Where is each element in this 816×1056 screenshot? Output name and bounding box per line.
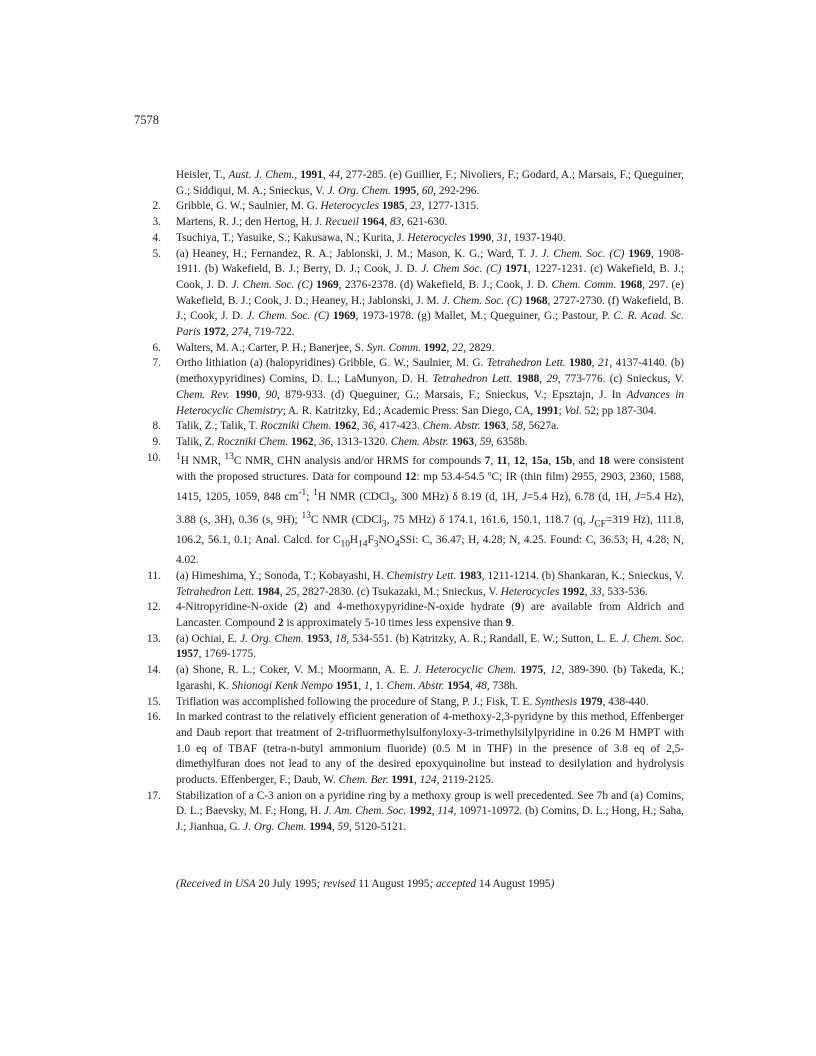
reference-item [137, 341, 684, 357]
reference-item [137, 199, 684, 215]
reference-number: 12. [146, 601, 161, 614]
received-label: Received in USA [179, 878, 256, 890]
reference-number: 16. [146, 711, 161, 724]
reference-item [137, 663, 684, 694]
reference-text: In marked contrast to the relatively efficient generation of 4-methoxy-2,3-pyridyne by this method, Effenberger and Daub report that treatment of 2-trifluormethylsulfonyloxy-3-trimethylsilylpyridine in 0.26 M HMPT with 1.0 eq of TBAF (tetra-n-butyl ammonium fluoride) (0.5 M in THF) in the presence of 3.8 eq of 2,5-dimethylfuran does not lead to any of the desired epoxyquinoline but instead to desilylation and hydrolysis products. Effenberger, F.; Daub, W. Chem. Ber. 1991, 124, 2119-2125. [176, 711, 684, 787]
accepted-label: accepted [436, 878, 477, 890]
reference-item [137, 695, 684, 711]
reference-text: Tsuchiya, T.; Yasuike, S.; Kakusawa, N.; Kurita, J. Heterocycles 1990, 31, 1937-1940. [176, 231, 566, 244]
reference-text: Ortho lithiation (a) (halopyridines) Gribble, G. W.; Saulnier, M. G. Tetrahedron Lett. 1980, 21, 4137-4140. (b) (methoxypyridines) Comins, D. L.; LaMunyon, D. H. Tetrahedron Lett. 1988, 29, 773-776. (c) Snieckus, V. Chem. Rev. 1990, 90, 879-933. (d) Queguiner, G.; Marsais, F.; Snieckus, V.; Epsztajn, J. In Advances in Heterocyclic Chemistry; A. R. Katritzky, Ed.; Academic Press: San Diego, CA, 1991; Vol. 52; pp 187-304. [176, 357, 685, 417]
reference-text: Talik, Z.; Talik, T. Roczniki Chem. 1962, 36, 417-423. Chem. Abstr. 1963, 58, 5627a. [176, 420, 559, 433]
reference-number: 5. [152, 247, 161, 260]
reference-text: (a) Himeshima, Y.; Sonoda, T.; Kobayashi, H. Chemistry Lett. 1983, 1211-1214. (b) Shankaran, K.; Snieckus, V. Tetrahedron Lett. 1984, 25, 2827-2830. (c) Tsukazaki, M.; Snieckus, V. Heterocycles 1992, 33, 533-536. [176, 569, 684, 598]
reference-item [137, 168, 684, 199]
reference-number: 15. [146, 695, 161, 708]
reference-item [137, 435, 684, 451]
reference-number: 10. [146, 451, 161, 464]
reference-number: 13. [146, 632, 161, 645]
reference-number: 11. [147, 569, 161, 582]
reference-item [137, 789, 684, 836]
reference-text: $^1$H NMR, $^{13}$C NMR, CHN analysis and/or HRMS for compounds 7, 11, 12, 15a, 15b, and 18 were consistent with the proposed structures. Data for compound 12: mp 53.4-54.5 ºC; IR (thin film) 2955, 2903, 2360, 1588, 1415, 1205, 1059, 848 $cm^{-1}$; $^1$H NMR (CDCl$_3$, 300 MHz) δ 8.19 (d, 1H, J=5.4 Hz), 6.78 (d, 1H, J=5.4 Hz), 3.88 (s, 3H), 0.36 (s, 9H); $^{13}$C NMR (CDCl$_3$, 75 MHz) δ 174.1, 161.6, 150.1, 118.7 (q, $J_{CF}=319$ Hz), 111.8, 106.2, 56.1, 0.1; Anal. Calcd. for $C_{10}H_{14}F_3NO_4SSi$: C, 36.47; H, 4.28; N, 4.25. Found: C, 36.53; H, 4.28; N, 4.02. [176, 452, 685, 567]
page-number: 7578 [134, 113, 159, 127]
reference-text: Triflation was accomplished following the procedure of Stang, P. J.; Fisk, T. E. Synthesis 1979, 438-440. [176, 695, 649, 708]
reference-item [137, 247, 684, 341]
reference-item [137, 569, 684, 600]
received-line: (Received in USA 20 July 1995; revised 11 August 1995; accepted 14 August 1995) [176, 878, 555, 890]
reference-text: (a) Shone, R. L.; Coker, V. M.; Moormann, A. E. J. Heterocyclic Chem. 1975, 12, 389-390. (b) Takeda, K.; Igarashi, K. Shionogi Kenk Nempo 1951, 1, 1. Chem. Abstr. 1954, 48, 738h. [176, 664, 685, 692]
reference-item [137, 419, 684, 435]
reference-number: 2. [152, 200, 161, 213]
reference-text: (a) Heaney, H.; Fernandez, R. A.; Jablonski, J. M.; Mason, K. G.; Ward, T. J. J. Chem. Soc. (C) 1969, 1908-1911. (b) Wakefield, B. J.; Berry, D. J.; Cook, J. D. J. Chem Soc. (C) 1971, 1227-1231. (c) Wakefield, B. J.; Cook, J. D. J. Chem. Soc. (C) 1969, 2376-2378. (d) Wakefield, B. J.; Cook, J. D. Chem. Comm. 1968, 297. (e) Wakefield, B. J.; Cook, J. D.; Heaney, H.; Jablonski, J. M. J. Chem. Soc. (C) 1968, 2727-2730. (f) Wakefield, B. J.; Cook, J. D. J. Chem. Soc. (C) 1969, 1973-1978. (g) Mallet, M.; Queguiner, G.; Pastour, P. C. R. Acad. Sc. Paris 1972, 274, 719-722. [176, 247, 685, 339]
received-date: 20 July 1995 [258, 878, 317, 890]
reference-number: 4. [152, 231, 161, 244]
reference-item [137, 356, 684, 419]
revised-label: revised [323, 878, 356, 890]
reference-number: 14. [146, 664, 161, 677]
reference-number: 6. [152, 341, 161, 354]
reference-text: Heisler, T., Aust. J. Chem., 1991, 44, 277-285. (e) Guillier, F.; Nivoliers, F.; Godard, A.; Marsais, F.; Queguiner, G.; Siddiqui, M. A.; Snieckus, V. J. Org. Chem. 1995, 60, 292-296. [176, 169, 684, 197]
reference-item [137, 600, 684, 631]
reference-text: Gribble, G. W.; Saulnier, M. G. Heterocycles 1985, 23, 1277-1315. [176, 200, 479, 213]
reference-number: 3. [152, 216, 161, 229]
reference-text: 4-Nitropyridine-N-oxide (2) and 4-methoxypyridine-N-oxide hydrate (9) are available from Aldrich and Lancaster. Compound 2 is approximately 5-10 times less expensive than 9. [176, 601, 684, 630]
accepted-date: 14 August 1995 [479, 878, 551, 890]
reference-item [137, 710, 684, 789]
reference-item [137, 632, 684, 663]
reference-text: Martens, R. J.; den Hertog, H. J. Recueil 1964, 83, 621-630. [176, 216, 448, 229]
reference-number: 8. [152, 420, 161, 433]
reference-item [137, 231, 684, 247]
reference-text: Talik, Z. Roczniki Chem. 1962, 36, 1313-1320. Chem. Abstr. 1963, 59, 6358b. [176, 435, 528, 448]
reference-number: 7. [152, 357, 161, 370]
reference-text: (a) Ochiai, E. J. Org. Chem. 1953, 18, 534-551. (b) Katritzky, A. R.; Randall, E. W.; Sutton, L. E. J. Chem. Soc. 1957, 1769-1775. [176, 632, 684, 661]
revised-date: 11 August 1995 [358, 878, 430, 890]
reference-number: 9. [152, 435, 161, 448]
reference-text: Stabilization of a C-3 anion on a pyridine ring by a methoxy group is well precedented. See 7b and (a) Comins, D. L.; Baevsky, M. F.; Hong, H. J. Am. Chem. Soc. 1992, 114, 10971-10972. (b) Comins, D. L.; Hong, H.; Saha, J.; Jianhua, G. J. Org. Chem. 1994, 59, 5120-5121. [176, 789, 684, 834]
reference-list [137, 168, 684, 836]
reference-number: 17. [146, 789, 161, 802]
reference-item [137, 215, 684, 231]
reference-text: Walters, M. A.; Carter, P. H.; Banerjee, S. Syn. Comm. 1992, 22, 2829. [176, 341, 495, 354]
reference-item [137, 451, 684, 569]
